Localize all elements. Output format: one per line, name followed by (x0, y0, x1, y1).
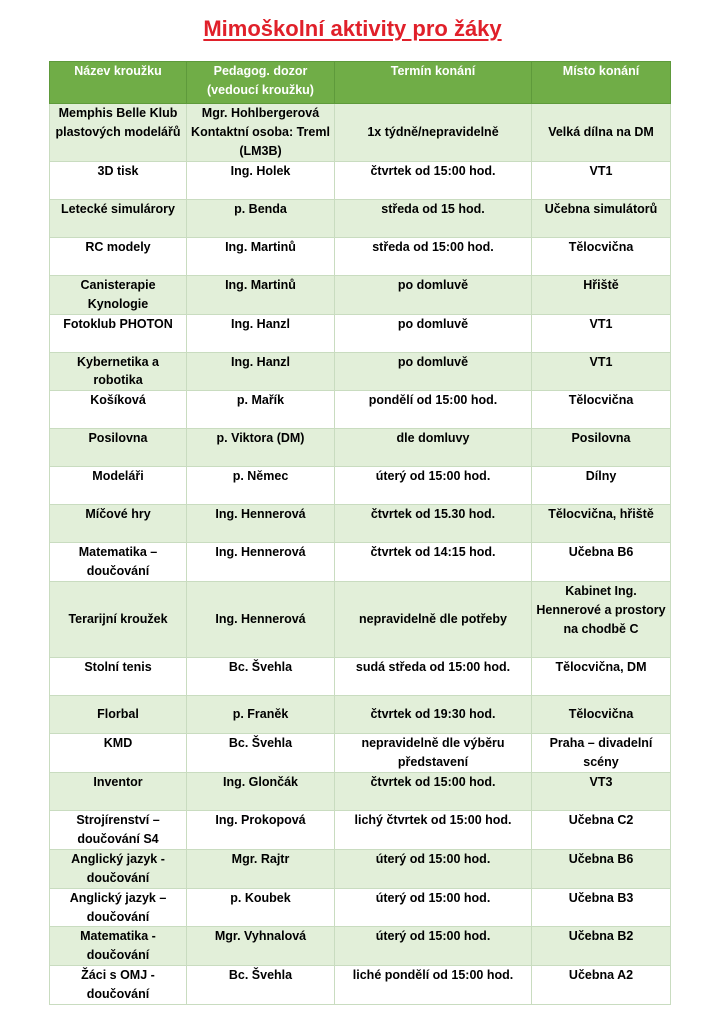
cell-location: Učebna A2 (532, 966, 671, 1005)
table-row (50, 352, 671, 391)
table-row (50, 467, 671, 505)
cell-supervisor: p. Koubek (187, 888, 335, 927)
cell-activity-name: Fotoklub PHOTON (50, 314, 187, 352)
cell-activity-name: Letecké simulárory (50, 199, 187, 237)
cell-supervisor: Bc. Švehla (187, 966, 335, 1005)
cell-schedule: čtvrtek od 19:30 hod. (335, 696, 532, 734)
cell-activity-name: Memphis Belle Klub plastových modelářů (50, 104, 187, 162)
table-row (50, 810, 671, 849)
cell-supervisor: Bc. Švehla (187, 658, 335, 696)
cell-supervisor: Ing. Glončák (187, 772, 335, 810)
cell-location: Učebna simulátorů (532, 199, 671, 237)
table-row (50, 505, 671, 543)
cell-supervisor: Ing. Martinů (187, 237, 335, 275)
table-row (50, 275, 671, 314)
cell-activity-name: Stolní tenis (50, 658, 187, 696)
cell-location: Dílny (532, 467, 671, 505)
cell-location: Praha – divadelní scény (532, 734, 671, 773)
table-row (50, 237, 671, 275)
table-row (50, 429, 671, 467)
table-row (50, 314, 671, 352)
cell-schedule: úterý od 15:00 hod. (335, 927, 532, 966)
cell-location: Tělocvična, hřiště (532, 505, 671, 543)
cell-activity-name: Žáci s OMJ - doučování (50, 966, 187, 1005)
cell-location: Učebna C2 (532, 810, 671, 849)
cell-schedule: čtvrtek od 15:00 hod. (335, 161, 532, 199)
cell-location: Posilovna (532, 429, 671, 467)
cell-supervisor: Bc. Švehla (187, 734, 335, 773)
cell-activity-name: Inventor (50, 772, 187, 810)
cell-schedule: liché pondělí od 15:00 hod. (335, 966, 532, 1005)
cell-activity-name: Modeláři (50, 467, 187, 505)
cell-schedule: 1x týdně/nepravidelně (335, 104, 532, 162)
cell-schedule: dle domluvy (335, 429, 532, 467)
cell-location: VT3 (532, 772, 671, 810)
table-row (50, 199, 671, 237)
cell-location: Hřiště (532, 275, 671, 314)
cell-supervisor: Mgr. Vyhnalová (187, 927, 335, 966)
cell-supervisor: Ing. Hennerová (187, 505, 335, 543)
activities-table (49, 61, 671, 1005)
cell-supervisor: p. Mařík (187, 391, 335, 429)
table-row (50, 658, 671, 696)
cell-activity-name: Košíková (50, 391, 187, 429)
table-row (50, 582, 671, 658)
cell-schedule: úterý od 15:00 hod. (335, 467, 532, 505)
cell-activity-name: Posilovna (50, 429, 187, 467)
cell-activity-name: KMD (50, 734, 187, 773)
cell-location: VT1 (532, 352, 671, 391)
cell-location: Tělocvična (532, 696, 671, 734)
cell-activity-name: Matematika - doučování (50, 927, 187, 966)
cell-supervisor: Ing. Hanzl (187, 314, 335, 352)
cell-schedule: po domluvě (335, 314, 532, 352)
cell-supervisor: Ing. Holek (187, 161, 335, 199)
cell-schedule: středa od 15 hod. (335, 199, 532, 237)
table-row (50, 391, 671, 429)
cell-activity-name: Canisterapie Kynologie (50, 275, 187, 314)
cell-supervisor: Mgr. Rajtr (187, 849, 335, 888)
cell-supervisor: Ing. Hennerová (187, 543, 335, 582)
table-row (50, 927, 671, 966)
cell-activity-name: Terarijní kroužek (50, 582, 187, 658)
cell-schedule: čtvrtek od 15:00 hod. (335, 772, 532, 810)
table-row (50, 966, 671, 1005)
header-location: Místo konání (532, 62, 671, 104)
cell-schedule: po domluvě (335, 275, 532, 314)
cell-location: Tělocvična (532, 237, 671, 275)
cell-supervisor: Ing. Hanzl (187, 352, 335, 391)
cell-location: Tělocvična (532, 391, 671, 429)
header-supervisor: Pedagog. dozor (vedoucí kroužku) (187, 62, 335, 104)
cell-schedule: úterý od 15:00 hod. (335, 849, 532, 888)
table-row (50, 888, 671, 927)
header-schedule: Termín konání (335, 62, 532, 104)
cell-schedule: středa od 15:00 hod. (335, 237, 532, 275)
cell-location: Velká dílna na DM (532, 104, 671, 162)
cell-schedule: čtvrtek od 15.30 hod. (335, 505, 532, 543)
cell-location: Kabinet Ing. Hennerové a prostory na chodbě C (532, 582, 671, 658)
cell-schedule: sudá středa od 15:00 hod. (335, 658, 532, 696)
cell-schedule: nepravidelně dle výběru představení (335, 734, 532, 773)
cell-supervisor: p. Němec (187, 467, 335, 505)
cell-supervisor: Ing. Hennerová (187, 582, 335, 658)
table-row (50, 104, 671, 162)
table-row (50, 696, 671, 734)
cell-activity-name: RC modely (50, 237, 187, 275)
cell-activity-name: Míčové hry (50, 505, 187, 543)
cell-schedule: čtvrtek od 14:15 hod. (335, 543, 532, 582)
cell-supervisor: p. Benda (187, 199, 335, 237)
cell-supervisor: p. Viktora (DM) (187, 429, 335, 467)
table-header-row (50, 62, 671, 104)
cell-supervisor: Mgr. Hohlbergerová Kontaktní osoba: Treml (LM3B) (187, 104, 335, 162)
cell-activity-name: Florbal (50, 696, 187, 734)
table-row (50, 161, 671, 199)
cell-activity-name: Kybernetika a robotika (50, 352, 187, 391)
cell-activity-name: Strojírenství – doučování S4 (50, 810, 187, 849)
cell-location: Učebna B6 (532, 849, 671, 888)
cell-schedule: úterý od 15:00 hod. (335, 888, 532, 927)
cell-location: Učebna B6 (532, 543, 671, 582)
cell-activity-name: 3D tisk (50, 161, 187, 199)
cell-location: VT1 (532, 161, 671, 199)
table-row (50, 849, 671, 888)
table-row (50, 734, 671, 773)
cell-location: VT1 (532, 314, 671, 352)
header-activity-name: Název kroužku (50, 62, 187, 104)
table-row (50, 772, 671, 810)
cell-schedule: nepravidelně dle potřeby (335, 582, 532, 658)
cell-location: Učebna B2 (532, 927, 671, 966)
cell-supervisor: Ing. Prokopová (187, 810, 335, 849)
cell-schedule: pondělí od 15:00 hod. (335, 391, 532, 429)
page-title: Mimoškolní aktivity pro žáky (203, 16, 502, 41)
cell-supervisor: p. Franěk (187, 696, 335, 734)
cell-activity-name: Anglický jazyk - doučování (50, 849, 187, 888)
cell-location: Tělocvična, DM (532, 658, 671, 696)
cell-supervisor: Ing. Martinů (187, 275, 335, 314)
table-row (50, 543, 671, 582)
cell-activity-name: Anglický jazyk – doučování (50, 888, 187, 927)
cell-schedule: po domluvě (335, 352, 532, 391)
cell-schedule: lichý čtvrtek od 15:00 hod. (335, 810, 532, 849)
cell-location: Učebna B3 (532, 888, 671, 927)
cell-activity-name: Matematika – doučování (50, 543, 187, 582)
